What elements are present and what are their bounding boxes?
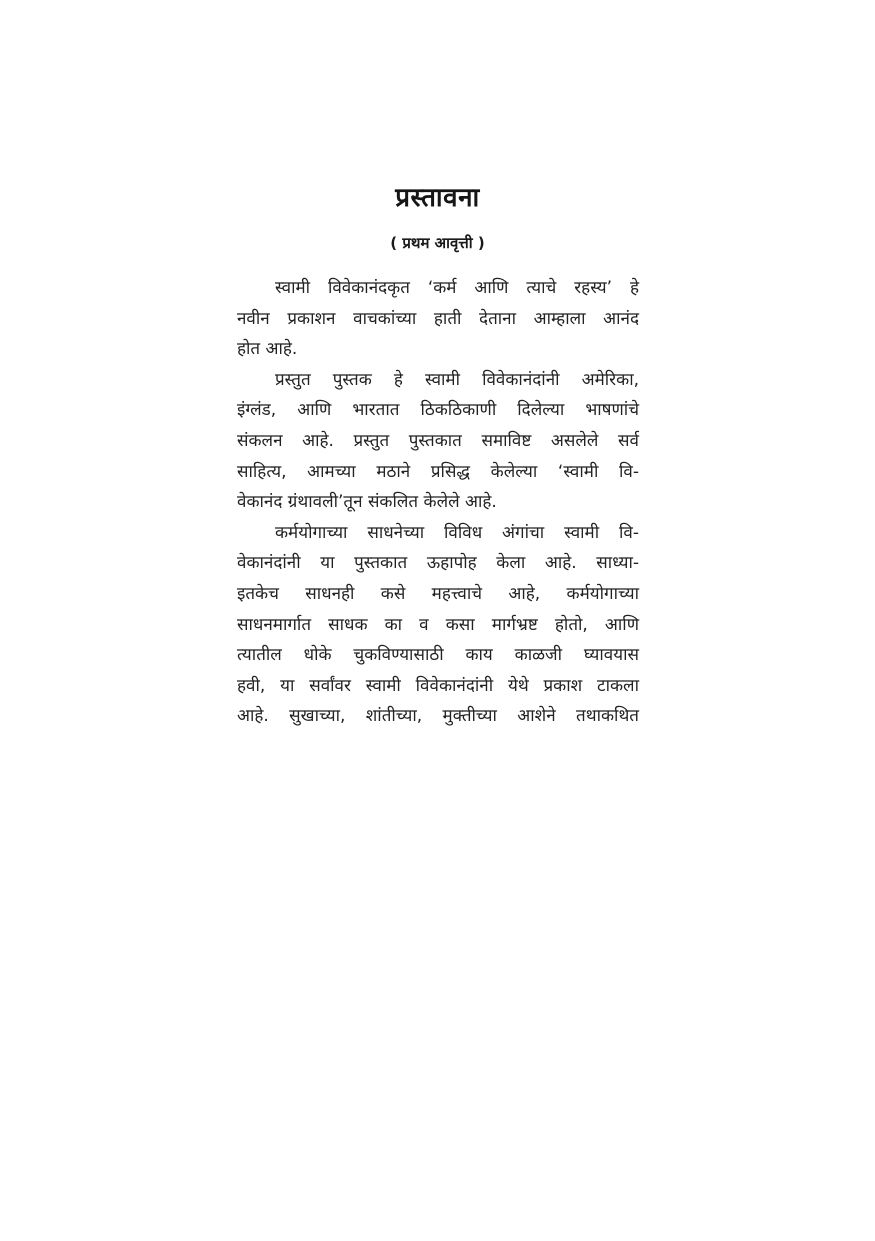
paragraph-3 <box>237 518 639 732</box>
text-line: स्वामी विवेकानंदकृत ‘कर्म आणि त्याचे रहस्य’ हे <box>275 278 639 298</box>
text-line: वेकानंदांनी या पुस्तकात ऊहापोह केला आहे. साध्या- <box>237 553 639 574</box>
paragraph-2 <box>237 365 639 518</box>
text-line: प्रस्तुत पुस्तक हे स्वामी विवेकानंदांनी अमेरिका, <box>275 369 639 390</box>
paragraph-1 <box>237 273 639 365</box>
text-line: नवीन प्रकाशन वाचकांच्या हाती देताना आम्हाला आनंद <box>237 308 639 329</box>
text-line: साधनमार्गात साधक का व कसा मार्गभ्रष्ट होतो, आणि <box>237 614 639 635</box>
text-line: होत आहे. <box>237 339 298 360</box>
page-subtitle: ( प्रथम आवृत्ती ) <box>390 234 485 252</box>
body-text <box>237 273 639 732</box>
text-line: साहित्य, आमच्या मठाने प्रसिद्ध केलेल्या ‘स्वामी वि- <box>237 461 639 482</box>
text-line: वेकानंद ग्रंथावली’तून संकलित केलेले आहे. <box>237 492 497 513</box>
text-line: कर्मयोगाच्या साधनेच्या विविध अंगांचा स्वामी वि- <box>275 522 639 543</box>
text-line: इंग्लंड, आणि भारतात ठिकठिकाणी दिलेल्या भाषणांचे <box>237 400 639 421</box>
text-line: आहे. सुखाच्या, शांतीच्या, मुक्तीच्या आशेने तथाकथित <box>237 706 639 727</box>
page-title: प्रस्तावना <box>395 183 480 213</box>
text-line: संकलन आहे. प्रस्तुत पुस्तकात समाविष्ट असलेले सर्व <box>237 430 639 451</box>
text-line: हवी, या सर्वांवर स्वामी विवेकानंदांनी येथे प्रकाश टाकला <box>237 675 639 696</box>
text-line: इतकेच साधनही कसे महत्त्वाचे आहे, कर्मयोगाच्या <box>237 583 639 604</box>
text-line: त्यातील धोके चुकविण्यासाठी काय काळजी घ्यावयास <box>237 645 639 666</box>
